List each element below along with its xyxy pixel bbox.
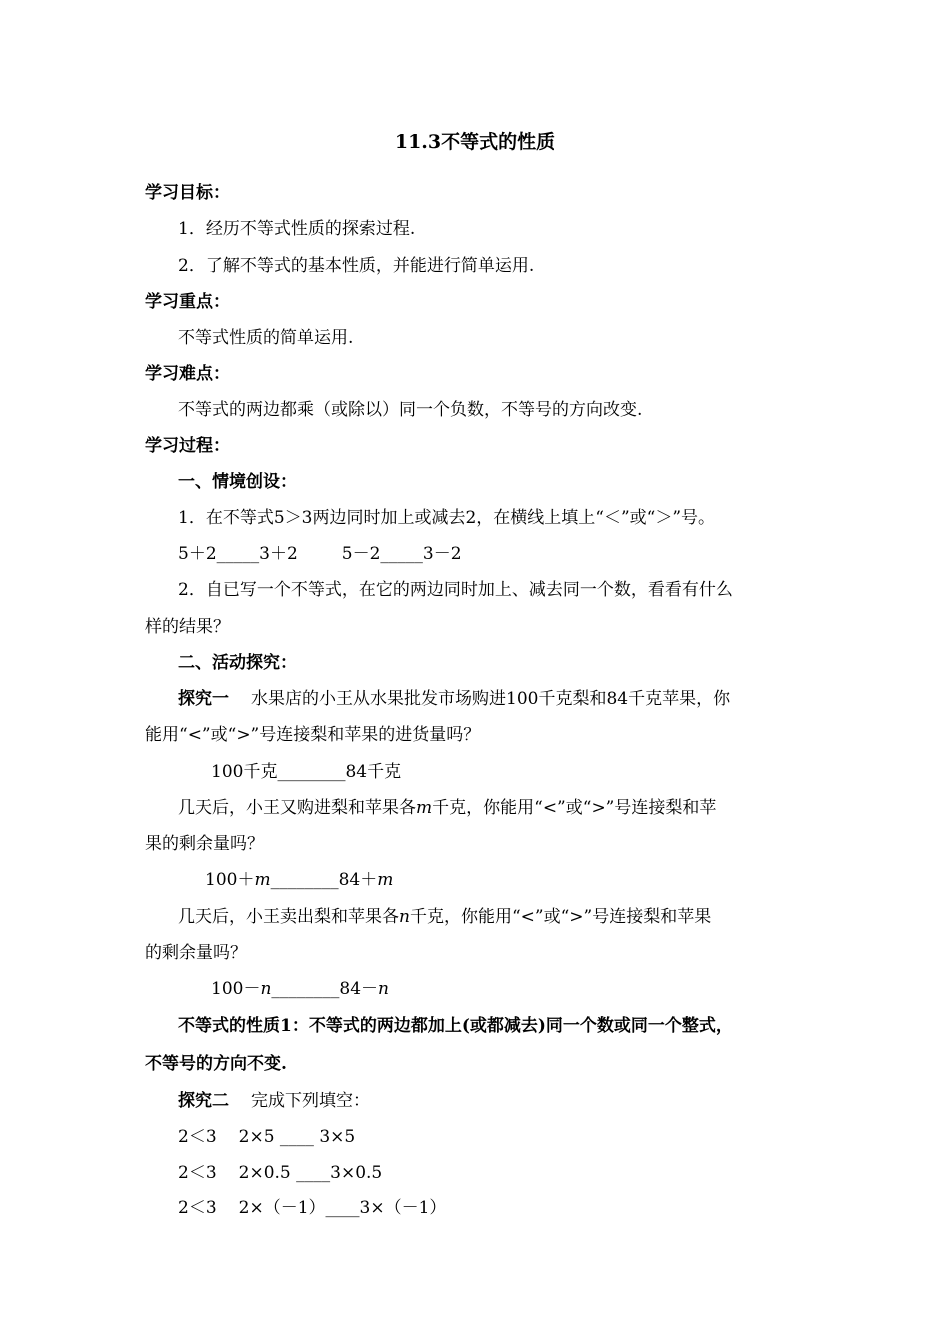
explore1-sale-line1: [178, 906, 711, 928]
text-segment: 几天后，小王又购进梨和苹果各: [178, 798, 416, 818]
variable-n: n: [260, 979, 272, 999]
text-segment: 千克，你能用“<”或“>”号连接梨和苹: [432, 798, 717, 818]
expression-subtract: 5－2_____3－2: [341, 544, 462, 564]
fill-blank: 2×（－1）____3×（－1）: [238, 1198, 447, 1218]
explore2-row-2: [178, 1162, 382, 1184]
explore1-expression-2: [205, 869, 393, 891]
explore2-row-3: [178, 1197, 446, 1219]
explore2-text: 完成下列填空：: [251, 1091, 370, 1111]
section1-expressions: [178, 543, 462, 565]
section1-heading: 一、情境创设：: [178, 472, 297, 492]
page-title: 11.3不等式的性质: [394, 131, 556, 153]
property1-line2: 不等号的方向不变.: [145, 1054, 287, 1074]
text-segment: 100－: [211, 979, 261, 999]
text-segment: 100＋: [205, 870, 255, 890]
variable-m: m: [416, 798, 433, 818]
goal-item-2: 2．了解不等式的基本性质，并能进行简单运用.: [178, 256, 535, 276]
focus-text: 不等式性质的简单运用.: [178, 328, 354, 348]
inequality: 2＜3: [178, 1127, 217, 1147]
variable-m: m: [254, 870, 271, 890]
explore2-line: [178, 1090, 370, 1112]
property1-line1: 不等式的性质1：不等式的两边都加上(或都减去)同一个数或同一个整式，: [178, 1016, 733, 1036]
variable-n: n: [399, 907, 410, 927]
explore2-label: 探究二: [178, 1091, 229, 1111]
inequality: 2＜3: [178, 1163, 217, 1183]
text-segment: 几天后，小王卖出梨和苹果各: [178, 907, 399, 927]
variable-m: m: [377, 870, 394, 890]
focus-heading: 学习重点：: [145, 292, 230, 312]
goal-item-1: 1．经历不等式性质的探索过程.: [178, 219, 416, 239]
explore2-row-1: [178, 1126, 355, 1148]
difficulty-text: 不等式的两边都乘（或除以）同一个负数，不等号的方向改变.: [178, 400, 643, 420]
explore1-purchase-line2: 果的剩余量吗？: [145, 834, 264, 854]
text-segment: 千克，你能用“<”或“>”号连接梨和苹果: [409, 907, 712, 927]
explore1-line2: 能用“<”或“>”号连接梨和苹果的进货量吗？: [145, 725, 481, 745]
variable-n: n: [378, 979, 389, 999]
explore1-text: 水果店的小王从水果批发市场购进100千克梨和84千克苹果，你: [251, 689, 731, 709]
explore1-sale-line2: 的剩余量吗？: [145, 943, 247, 963]
section1-question-1: 1．在不等式5＞3两边同时加上或减去2，在横线上填上“＜”或“＞”号。: [178, 508, 716, 528]
explore1-expression-3: [211, 978, 389, 1000]
fill-blank: 2×0.5 ____3×0.5: [238, 1163, 383, 1183]
section1-question-2-line2: 样的结果？: [145, 617, 230, 637]
explore1-expression-1: 100千克________84千克: [211, 762, 402, 782]
difficulty-heading: 学习难点：: [145, 364, 230, 384]
expression-add: 5＋2_____3＋2: [178, 544, 298, 564]
text-segment: ________84＋: [270, 870, 378, 890]
explore1-label: 探究一: [178, 689, 229, 709]
text-segment: ________84－: [271, 979, 379, 999]
explore1-purchase-line1: [178, 797, 716, 819]
process-heading: 学习过程：: [145, 436, 230, 456]
goals-heading: 学习目标：: [145, 183, 230, 203]
inequality: 2＜3: [178, 1198, 217, 1218]
explore1-line1: [178, 688, 730, 710]
section1-question-2-line1: 2．自已写一个不等式，在它的两边同时加上、减去同一个数，看看有什么: [178, 580, 733, 600]
section2-heading: 二、活动探究：: [178, 653, 297, 673]
fill-blank: 2×5 ____ 3×5: [238, 1127, 356, 1147]
